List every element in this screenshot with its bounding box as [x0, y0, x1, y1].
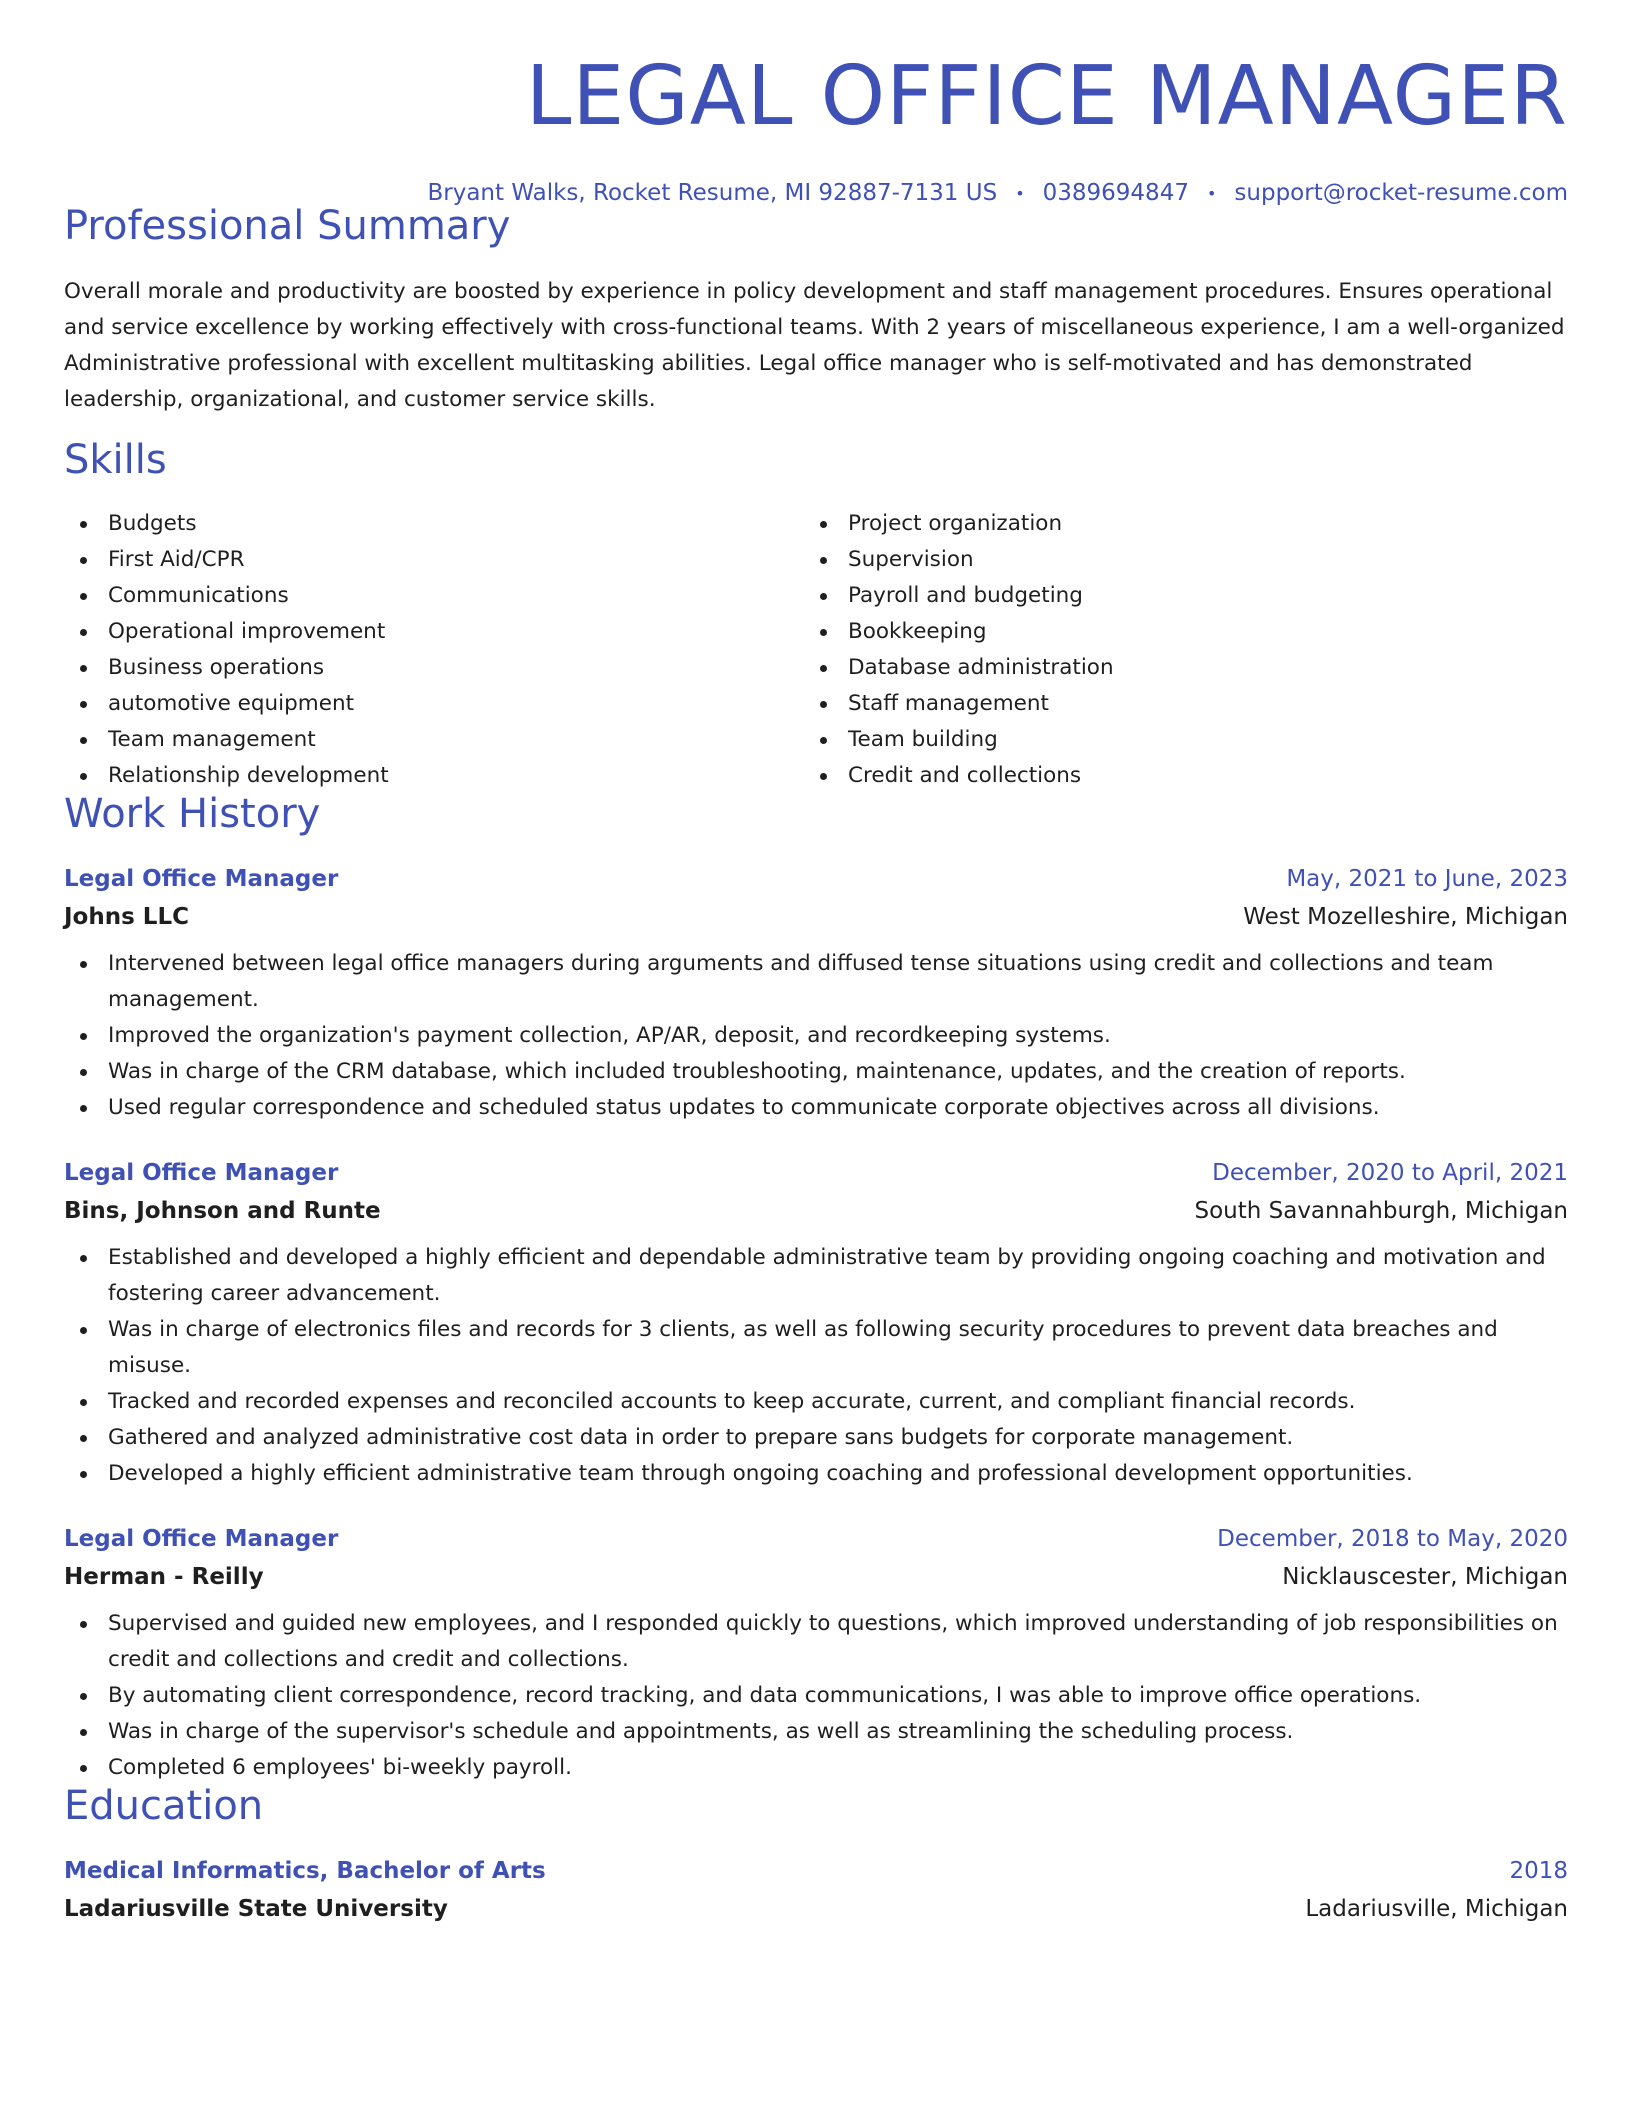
skill-item: Credit and collections [804, 758, 1544, 794]
skill-item: automotive equipment [64, 686, 804, 722]
contact-separator: • [1206, 183, 1217, 203]
education-school-row [64, 1896, 1568, 1922]
skills-list-right [804, 506, 1544, 794]
job-bullet: Was in charge of the supervisor's schedule and appointments, as well as streamlining the scheduling process. [64, 1714, 1574, 1750]
job-dates: December, 2018 to May, 2020 [1217, 1525, 1568, 1552]
education-location: Ladariusville, Michigan [1305, 1895, 1568, 1922]
job-bullets [64, 1606, 1574, 1786]
job-title-row [64, 866, 1568, 892]
skills-list-left [64, 506, 804, 794]
job-bullet: Gathered and analyzed administrative cost data in order to prepare sans budgets for corporate management. [64, 1420, 1574, 1456]
job-bullet: By automating client correspondence, record tracking, and data communications, I was able to improve office operations. [64, 1678, 1574, 1714]
skill-item: First Aid/CPR [64, 542, 804, 578]
job-company-row [64, 904, 1568, 930]
summary-section [64, 203, 1568, 418]
job-bullet: Used regular correspondence and scheduled status updates to communicate corporate objectives across all divisions. [64, 1090, 1574, 1126]
skill-item: Database administration [804, 650, 1544, 686]
job-bullet: Established and developed a highly efficient and dependable administrative team by providing ongoing coaching and motivation and fostering career advancement. [64, 1240, 1574, 1312]
skill-item: Staff management [804, 686, 1544, 722]
job-entry [64, 1160, 1568, 1492]
job-bullets [64, 946, 1574, 1126]
job-title-row [64, 1526, 1568, 1552]
job-title: Legal Office Manager [64, 1159, 339, 1186]
work-history-heading: Work History [64, 790, 321, 837]
job-company-row [64, 1198, 1568, 1224]
job-company: Herman - Reilly [64, 1563, 264, 1590]
job-location: West Mozelleshire, Michigan [1243, 903, 1568, 930]
job-location: Nicklauscester, Michigan [1282, 1563, 1568, 1590]
summary-text: Overall morale and productivity are boosted by experience in policy development and staff management procedures. Ensures operational and service excellence by working effectively with cross-functional teams. With 2 years of miscellaneous experience, I am a well-organized Administrative professional with excellent multitasking abilities. Legal office manager who is self-motivated and has demonstrated leadership, organizational, and customer service skills. [64, 279, 1565, 412]
job-company-row [64, 1564, 1568, 1590]
education-year: 2018 [1509, 1857, 1568, 1884]
skill-item: Team management [64, 722, 804, 758]
skills-section [64, 436, 1568, 794]
job-bullet: Tracked and recorded expenses and reconciled accounts to keep accurate, current, and compliant financial records. [64, 1384, 1574, 1420]
contact-separator: • [1015, 183, 1025, 203]
job-title-row [64, 1160, 1568, 1186]
skill-item: Communications [64, 578, 804, 614]
contact-address: Bryant Walks, Rocket Resume, MI 92887-7131 US [427, 180, 998, 206]
skills-heading: Skills [64, 436, 167, 483]
job-dates: May, 2021 to June, 2023 [1286, 865, 1568, 892]
skill-item: Team building [804, 722, 1544, 758]
job-bullet: Was in charge of the CRM database, which included troubleshooting, maintenance, updates, and the creation of reports. [64, 1054, 1574, 1090]
job-title: Legal Office Manager [64, 865, 339, 892]
skill-item: Relationship development [64, 758, 804, 794]
skill-item: Business operations [64, 650, 804, 686]
job-bullet: Improved the organization's payment collection, AP/AR, deposit, and recordkeeping systems. [64, 1018, 1574, 1054]
education-section [64, 1782, 1568, 1922]
education-school: Ladariusville State University [64, 1895, 448, 1922]
skill-item: Supervision [804, 542, 1544, 578]
job-entry [64, 866, 1568, 1126]
education-entry [64, 1858, 1568, 1922]
contact-phone: 0389694847 [1042, 180, 1189, 206]
job-bullet: Was in charge of electronics files and records for 3 clients, as well as following security procedures to prevent data breaches and misuse. [64, 1312, 1574, 1384]
skill-item: Bookkeeping [804, 614, 1544, 650]
job-bullet: Supervised and guided new employees, and I responded quickly to questions, which improved understanding of job responsibilities on credit and collections and credit and collections. [64, 1606, 1574, 1678]
job-location: South Savannahburgh, Michigan [1194, 1197, 1568, 1224]
job-bullets [64, 1240, 1574, 1492]
resume-header [64, 0, 1568, 206]
skill-item: Project organization [804, 506, 1544, 542]
job-company: Bins, Johnson and Runte [64, 1197, 381, 1224]
education-degree: Medical Informatics, Bachelor of Arts [64, 1857, 546, 1884]
job-bullet: Completed 6 employees' bi-weekly payroll. [64, 1750, 1574, 1786]
skill-item: Budgets [64, 506, 804, 542]
skill-item: Payroll and budgeting [804, 578, 1544, 614]
work-history-section [64, 790, 1568, 1786]
job-bullet: Intervened between legal office managers during arguments and diffused tense situations using credit and collections and team management. [64, 946, 1574, 1018]
job-bullet: Developed a highly efficient administrative team through ongoing coaching and professional development opportunities. [64, 1456, 1574, 1492]
education-degree-row [64, 1858, 1568, 1884]
job-entry [64, 1526, 1568, 1786]
resume-title: LEGAL OFFICE MANAGER [525, 49, 1568, 144]
job-company: Johns LLC [64, 903, 189, 930]
skills-columns [64, 506, 1568, 794]
summary-heading: Professional Summary [64, 203, 511, 249]
education-heading: Education [64, 1782, 264, 1829]
contact-email[interactable]: support@rocket-resume.com [1234, 180, 1568, 206]
job-title: Legal Office Manager [64, 1525, 339, 1552]
job-dates: December, 2020 to April, 2021 [1212, 1159, 1568, 1186]
skill-item: Operational improvement [64, 614, 804, 650]
